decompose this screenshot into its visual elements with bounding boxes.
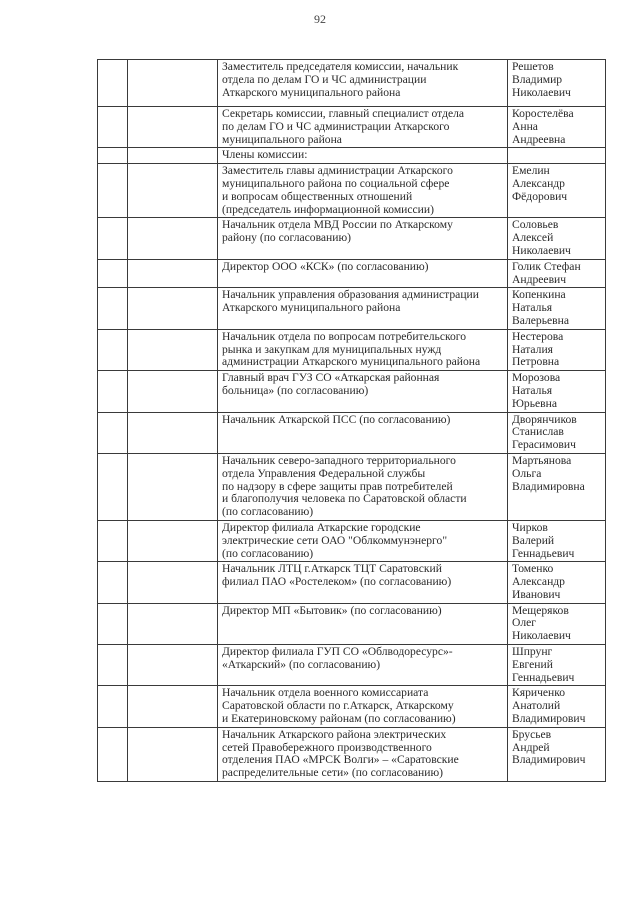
- member-name-line: Валерий: [512, 534, 555, 547]
- position-line: электрические сети ОАО "Облкоммунэнерго": [222, 534, 448, 547]
- member-name-line: Геннадьевич: [512, 547, 575, 560]
- member-name-cell: [508, 645, 606, 686]
- position-line: «Аткарский» (по согласованию): [222, 658, 381, 671]
- member-name-line: Геннадьевич: [512, 671, 575, 684]
- member-name-line: Станислав: [512, 426, 564, 439]
- position-line: Саратовской области по г.Аткарск, Аткарскому: [222, 700, 454, 713]
- number-cell: [98, 727, 128, 781]
- group-cell: [128, 148, 218, 164]
- group-cell: [128, 371, 218, 412]
- commission-table-body: [98, 60, 606, 782]
- table-row: [98, 288, 606, 329]
- group-cell: [128, 686, 218, 727]
- position-line: филиал ПАО «Ростелеком» (по согласованию): [222, 576, 452, 589]
- position-line: Начальник ЛТЦ г.Аткарск ТЦТ Саратовский: [222, 563, 442, 576]
- position-line: Директор филиала Аткарские городские: [222, 521, 421, 534]
- member-name-line: Андрей: [512, 741, 550, 754]
- member-name-cell: [508, 288, 606, 329]
- member-name-line: Владимирович: [512, 754, 586, 767]
- member-name-line: Владимир: [512, 73, 563, 86]
- table-row: [98, 562, 606, 603]
- table-row: [98, 727, 606, 781]
- position-line: (по согласованию): [222, 547, 314, 560]
- table-row: [98, 164, 606, 218]
- position-line: Начальник управления образования администрации: [222, 289, 479, 302]
- page-number: 92: [314, 12, 326, 26]
- member-name-line: Нестерова: [512, 330, 564, 343]
- position-line: Директор ООО «КСК» (по согласованию): [222, 260, 429, 273]
- member-name-cell: [508, 329, 606, 370]
- table-row: [98, 520, 606, 561]
- position-cell: [218, 562, 508, 603]
- number-cell: [98, 164, 128, 218]
- position-line: Начальник Аткарского района электрических: [222, 728, 447, 741]
- position-line: Начальник отдела МВД России по Аткарскому: [222, 219, 453, 232]
- table-row: [98, 645, 606, 686]
- position-line: Заместитель председателя комиссии, начальник: [222, 61, 459, 73]
- member-name-line: Чирков: [512, 521, 548, 534]
- table-row: [98, 107, 606, 148]
- position-cell: [218, 520, 508, 561]
- group-cell: [128, 520, 218, 561]
- table-row: [98, 148, 606, 164]
- group-cell: [128, 603, 218, 644]
- member-name-line: Олег: [512, 617, 537, 630]
- position-cell: [218, 60, 508, 107]
- position-line: отдела Управления Федеральной службы: [222, 467, 426, 480]
- member-name-cell: [508, 727, 606, 781]
- member-name-line: Евгений: [512, 658, 553, 671]
- member-name-line: Николаевич: [512, 86, 571, 99]
- group-cell: [128, 60, 218, 107]
- table-row: [98, 603, 606, 644]
- member-name-line: Фёдорович: [512, 190, 568, 203]
- position-line: Начальник Аткарской ПСС (по согласованию): [222, 413, 451, 426]
- position-cell: [218, 329, 508, 370]
- position-line: Заместитель главы администрации Аткарского: [222, 165, 453, 178]
- member-name-line: Мещеряков: [512, 604, 569, 617]
- member-name-line: Владимирович: [512, 713, 586, 726]
- member-name-line: Владимировна: [512, 480, 585, 493]
- group-cell: [128, 412, 218, 453]
- position-line: (председатель информационной комиссии): [222, 203, 434, 216]
- member-name-line: Копенкина: [512, 289, 566, 302]
- member-name-line: Брусьев: [512, 728, 552, 741]
- position-line: отдела по делам ГО и ЧС администрации: [222, 73, 427, 86]
- position-line: отделения ПАО «МРСК Волги» – «Саратовские: [222, 754, 459, 767]
- member-name-cell: [508, 60, 606, 107]
- position-cell: [218, 412, 508, 453]
- table-row: [98, 453, 606, 520]
- member-name-line: Ольга: [512, 467, 542, 480]
- position-line: Начальник отдела военного комиссариата: [222, 687, 429, 700]
- position-line: Члены комиссии:: [222, 149, 308, 162]
- member-name-line: Шпрунг: [512, 646, 553, 659]
- position-line: Начальник северо-западного территориального: [222, 454, 456, 467]
- member-name-line: Наталия: [512, 343, 553, 356]
- table-row: [98, 412, 606, 453]
- member-name-cell: [508, 371, 606, 412]
- group-cell: [128, 645, 218, 686]
- position-cell: [218, 371, 508, 412]
- member-name-line: Петровна: [512, 356, 560, 369]
- position-line: Директор филиала ГУП СО «Облводоресурс»-: [222, 646, 453, 659]
- position-line: по делам ГО и ЧС администрации Аткарского: [222, 120, 450, 133]
- position-line: и Екатериновскому районам (по согласованию): [222, 713, 456, 726]
- number-cell: [98, 645, 128, 686]
- position-line: Начальник отдела по вопросам потребительского: [222, 330, 467, 343]
- position-line: и вопросам общественных отношений: [222, 190, 413, 203]
- table-row: [98, 60, 606, 107]
- number-cell: [98, 412, 128, 453]
- member-name-line: Юрьевна: [512, 397, 557, 410]
- position-line: распределительные сети» (по согласованию): [222, 767, 443, 780]
- member-name-line: Наталья: [512, 302, 553, 315]
- number-cell: [98, 60, 128, 107]
- number-cell: [98, 562, 128, 603]
- position-cell: [218, 148, 508, 164]
- member-name-line: Валерьевна: [512, 314, 569, 327]
- position-line: и благополучия человека по Саратовской области: [222, 493, 467, 506]
- group-cell: [128, 288, 218, 329]
- position-line: сетей Правобережного производственного: [222, 741, 432, 754]
- group-cell: [128, 727, 218, 781]
- member-name-cell: [508, 164, 606, 218]
- position-line: администрации Аткарского муниципального района: [222, 356, 481, 369]
- member-name-line: Наталья: [512, 384, 553, 397]
- position-cell: [218, 453, 508, 520]
- group-cell: [128, 562, 218, 603]
- number-cell: [98, 453, 128, 520]
- number-cell: [98, 686, 128, 727]
- position-cell: [218, 686, 508, 727]
- group-cell: [128, 259, 218, 288]
- commission-table: [97, 59, 606, 782]
- table-row: [98, 259, 606, 288]
- member-name-cell: [508, 218, 606, 259]
- position-line: рынка и закупкам для муниципальных нужд: [222, 343, 442, 356]
- number-cell: [98, 603, 128, 644]
- position-line: Директор МП «Бытовик» (по согласованию): [222, 604, 442, 617]
- member-name-line: Николаевич: [512, 244, 571, 257]
- member-name-line: Николаевич: [512, 630, 571, 643]
- group-cell: [128, 329, 218, 370]
- position-line: по надзору в сфере защиты прав потребителей: [222, 480, 453, 493]
- member-name-line: Соловьев: [512, 219, 559, 232]
- position-cell: [218, 603, 508, 644]
- group-cell: [128, 453, 218, 520]
- position-cell: [218, 218, 508, 259]
- member-name-line: Дворянчиков: [512, 413, 577, 426]
- group-cell: [128, 107, 218, 148]
- member-name-cell: [508, 686, 606, 727]
- number-cell: [98, 288, 128, 329]
- member-name-line: Кяриченко: [512, 687, 566, 700]
- member-name-cell: [508, 562, 606, 603]
- position-cell: [218, 288, 508, 329]
- table-row: [98, 686, 606, 727]
- member-name-line: Томенко: [512, 563, 554, 576]
- position-line: муниципального района по социальной сфере: [222, 177, 450, 190]
- number-cell: [98, 107, 128, 148]
- member-name-line: Мартьянова: [512, 454, 572, 467]
- position-line: району (по согласованию): [222, 232, 351, 245]
- member-name-cell: [508, 453, 606, 520]
- position-line: Главный врач ГУЗ СО «Аткарская районная: [222, 372, 440, 385]
- group-cell: [128, 164, 218, 218]
- table-row: [98, 218, 606, 259]
- member-name-line: Анна: [512, 120, 538, 133]
- member-name-line: Герасимович: [512, 439, 576, 452]
- number-cell: [98, 148, 128, 164]
- number-cell: [98, 329, 128, 370]
- table-row: [98, 371, 606, 412]
- position-line: Аткарского муниципального района: [222, 302, 401, 315]
- number-cell: [98, 371, 128, 412]
- member-name-line: Анатолий: [512, 700, 561, 713]
- member-name-line: Андреевич: [512, 273, 567, 286]
- position-line: больница» (по согласованию): [222, 384, 369, 397]
- position-cell: [218, 259, 508, 288]
- position-line: Секретарь комиссии, главный специалист отдела: [222, 108, 465, 120]
- member-name-cell: [508, 259, 606, 288]
- member-name-line: Иванович: [512, 588, 561, 601]
- member-name-line: Голик Стефан: [512, 260, 581, 273]
- number-cell: [98, 218, 128, 259]
- member-name-line: Александр: [512, 576, 565, 589]
- position-cell: [218, 107, 508, 148]
- member-name-line: Александр: [512, 177, 565, 190]
- position-line: Аткарского муниципального района: [222, 86, 401, 99]
- member-name-line: Емелин: [512, 165, 550, 178]
- number-cell: [98, 520, 128, 561]
- member-name-line: Андреевна: [512, 133, 566, 146]
- member-name-cell: [508, 603, 606, 644]
- member-name-line: Коростелёва: [512, 108, 574, 120]
- member-name-cell: [508, 107, 606, 148]
- member-name-cell: [508, 412, 606, 453]
- position-line: (по согласованию): [222, 506, 314, 519]
- position-cell: [218, 645, 508, 686]
- member-name-cell: [508, 148, 606, 164]
- member-name-line: Морозова: [512, 372, 561, 385]
- number-cell: [98, 259, 128, 288]
- member-name-line: Алексей: [512, 232, 554, 245]
- position-cell: [218, 727, 508, 781]
- member-name-cell: [508, 520, 606, 561]
- table-row: [98, 329, 606, 370]
- position-line: муниципального района: [222, 133, 342, 146]
- position-cell: [218, 164, 508, 218]
- member-name-line: Решетов: [512, 61, 554, 73]
- group-cell: [128, 218, 218, 259]
